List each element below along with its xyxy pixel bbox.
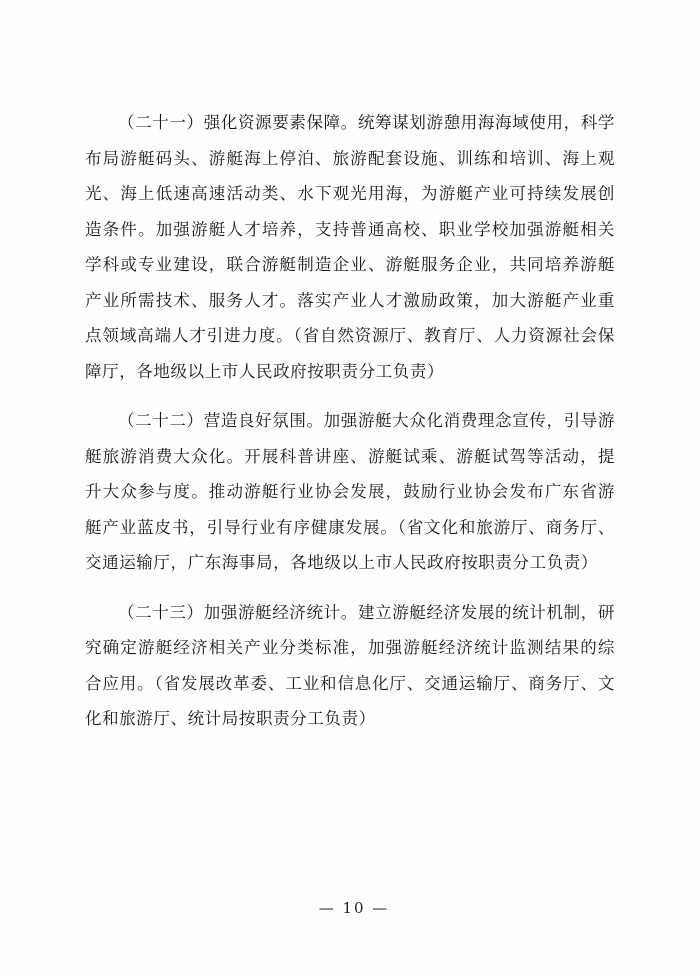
paragraph-22: （二十二）营造良好氛围。加强游艇大众化消费理念宣传，引导游艇旅游消费大众化。开展科普讲座、游艇试乘、游艇试驾等活动，提升大众参与度。推动游艇行业协会发展，鼓励行业协会发布广东省游艇产业蓝皮书，引导行业有序健康发展。（省文化和旅游厅、商务厅、交通运输厅，广东海事局，各地级以上市人民政府按职责分工负责） <box>85 411 615 572</box>
paragraph-23: （二十三）加强游艇经济统计。建立游艇经济发展的统计机制，研究确定游艇经济相关产业分类标准，加强游艇经济统计监测结果的综合应用。（省发展改革委、工业和信息化厅、交通运输厅、商务厅、文化和旅游厅、统计局按职责分工负责） <box>85 602 615 728</box>
paragraph-21: （二十一）强化资源要素保障。统筹谋划游憩用海海域使用，科学布局游艇码头、游艇海上停泊、旅游配套设施、训练和培训、海上观光、海上低速高速活动类、水下观光用海，为游艇产业可持续发展创造条件。加强游艇人才培养，支持普通高校、职业学校加强游艇相关学科或专业建设，联合游艇制造企业、游艇服务企业，共同培养游艇产业所需技术、服务人才。落实产业人才激励政策，加大游艇产业重点领域高端人才引进力度。（省自然资源厅、教育厅、人力资源社会保障厅，各地级以上市人民政府按职责分工负责） <box>85 113 615 381</box>
page-number-label: — 10 — <box>318 899 390 917</box>
document-body <box>85 105 615 737</box>
page-number <box>0 899 700 917</box>
